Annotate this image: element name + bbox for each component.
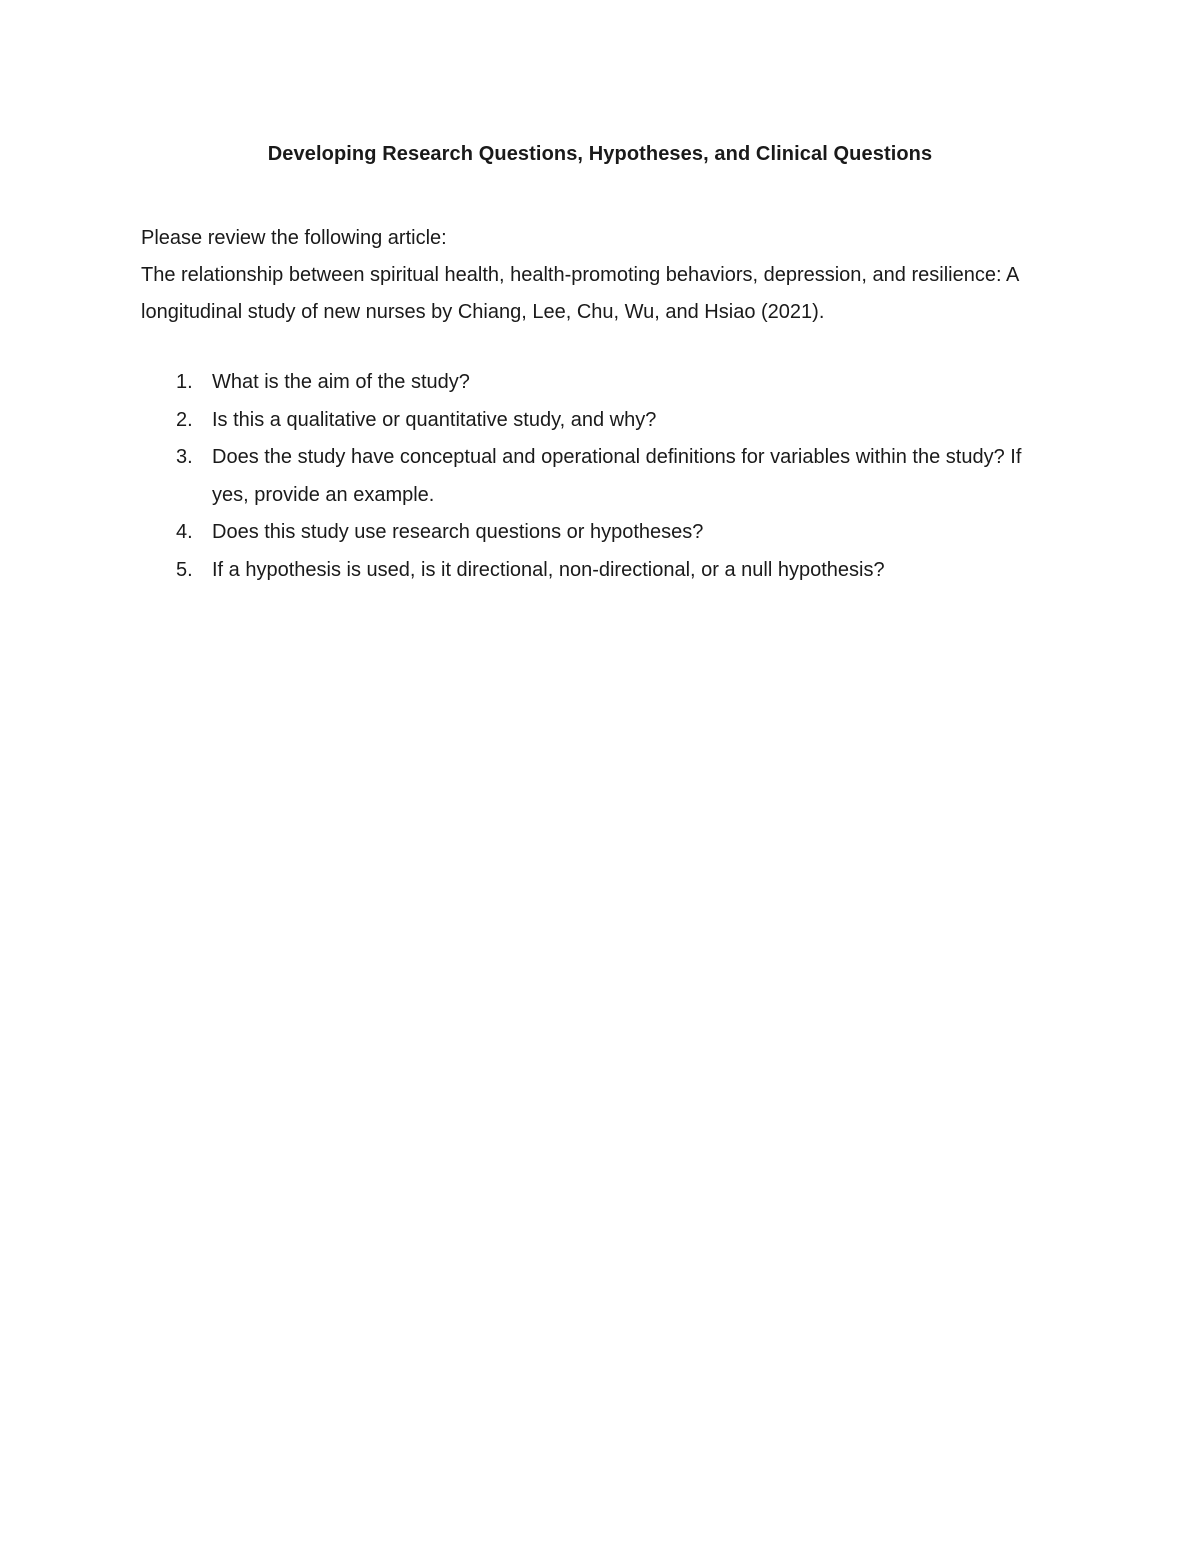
article-citation: The relationship between spiritual health, health-promoting behaviors, depression, and resilience: A longitudinal study of new nurses by Chiang, Lee, Chu, Wu, and Hsiao (2021). bbox=[141, 264, 1019, 323]
question-text: Does the study have conceptual and operational definitions for variables within the study? If yes, provide an example. bbox=[212, 446, 1022, 506]
question-text: Does this study use research questions or hypotheses? bbox=[212, 521, 704, 543]
question-text: If a hypothesis is used, is it directional, non-directional, or a null hypothesis? bbox=[212, 558, 885, 581]
question-number: 1. bbox=[176, 371, 193, 393]
question-text: Is this a qualitative or quantitative study, and why? bbox=[212, 408, 657, 431]
question-item bbox=[141, 364, 1041, 402]
question-number: 5. bbox=[176, 558, 193, 581]
document-title: Developing Research Questions, Hypotheses, and Clinical Questions bbox=[267, 143, 933, 165]
question-item bbox=[141, 552, 1041, 590]
intro-section bbox=[141, 220, 1041, 331]
question-list bbox=[141, 364, 1041, 589]
question-number: 3. bbox=[176, 446, 193, 468]
question-number: 4. bbox=[176, 521, 193, 543]
question-item bbox=[141, 439, 1041, 514]
question-text: What is the aim of the study? bbox=[212, 371, 470, 393]
question-number: 2. bbox=[176, 408, 193, 431]
question-item bbox=[141, 514, 1041, 552]
question-item bbox=[141, 402, 1041, 440]
intro-line: Please review the following article: bbox=[141, 227, 447, 249]
